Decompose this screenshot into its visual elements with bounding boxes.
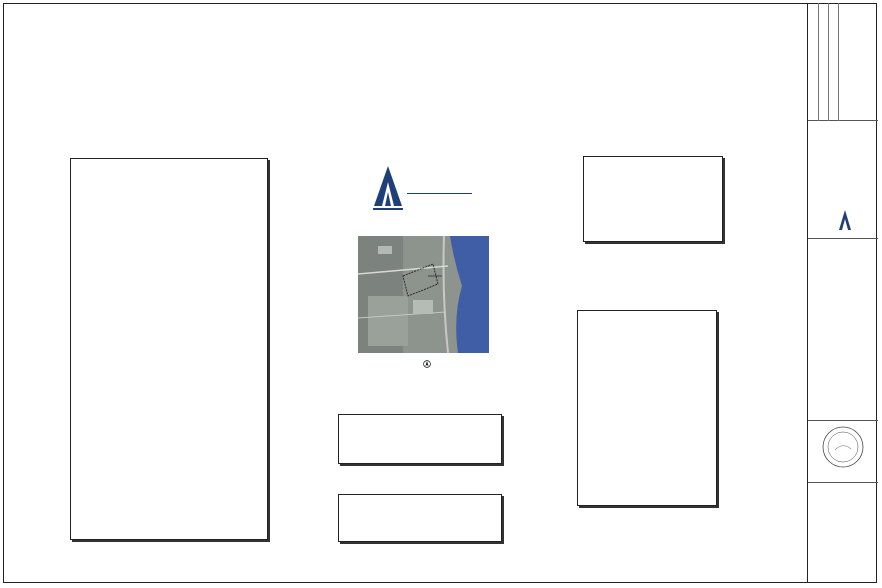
location-map-caption <box>372 360 482 368</box>
logo-emblem-icon <box>370 162 474 214</box>
drawing-index-panel <box>583 156 723 242</box>
firm-logo <box>370 162 474 214</box>
site-data-panel <box>70 158 268 540</box>
firm-emblem-icon <box>838 209 852 231</box>
permits-panel <box>338 494 502 542</box>
civil-legend-panel <box>577 310 717 506</box>
engineer-seal-icon <box>821 425 865 469</box>
firm-cell <box>808 121 878 239</box>
north-arrow-icon <box>423 360 431 368</box>
legal-description-panel <box>338 414 502 464</box>
revision-cell <box>808 3 878 121</box>
seal-cell <box>808 421 878 483</box>
location-map-image <box>358 236 489 353</box>
project-cell <box>808 239 878 421</box>
title-block <box>807 3 878 583</box>
